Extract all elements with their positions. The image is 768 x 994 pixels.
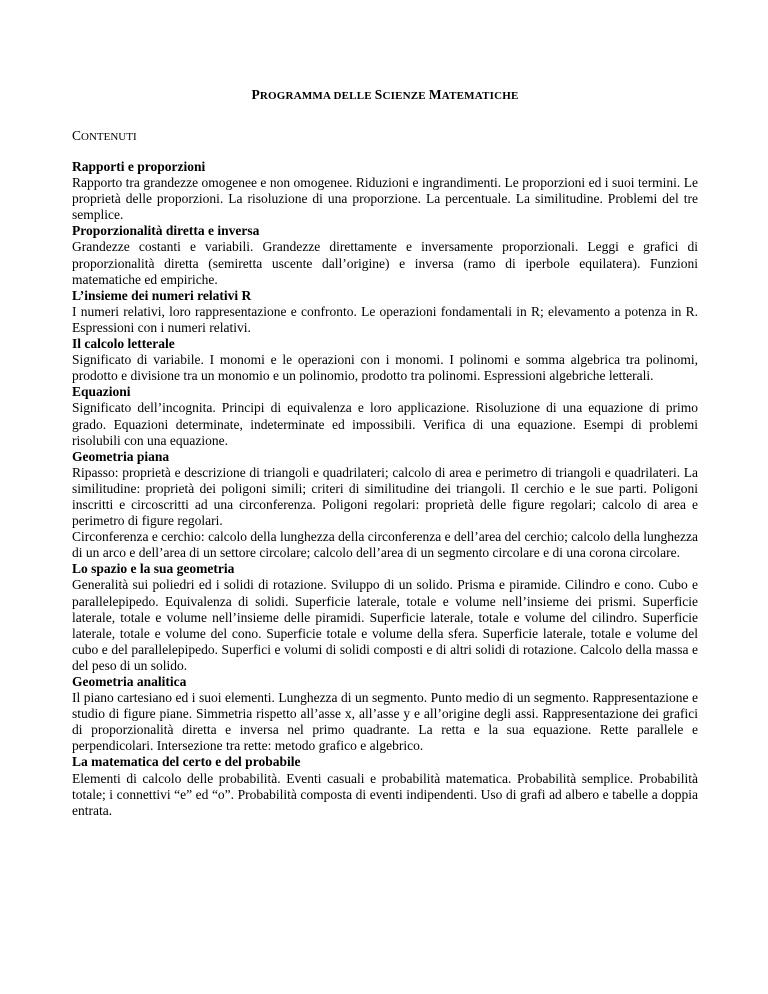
section-heading: La matematica del certo e del probabile <box>72 754 301 770</box>
section-paragraph: Circonferenza e cerchio: calcolo della lunghezza della circonferenza e dell’area del cerchio; calcolo della lunghezza di un arco e dell’area di un settore circolare; calcolo dell’area di un segmento circolare e di una corona circolare. <box>72 529 698 561</box>
contents-label <box>72 129 698 144</box>
section-paragraph: Elementi di calcolo delle probabilità. Eventi casuali e probabilità matematica. Probabilità semplice. Probabilità totale; i connettivi “e” ed “o”. Probabilità composta di eventi indipendenti. Uso di grafi ad albero e tabelle a doppia entrata. <box>72 770 698 818</box>
section-block <box>72 674 698 754</box>
section-paragraph: I numeri relativi, loro rappresentazione e confronto. Le operazioni fondamentali in R; elevamento a potenza in R. Espressioni con i numeri relativi. <box>72 303 698 335</box>
document-page <box>72 88 698 819</box>
section-paragraph: Rapporto tra grandezze omogenee e non omogenee. Riduzioni e ingrandimenti. Le proporzioni ed i suoi termini. Le proprietà delle proporzioni. La risoluzione di una proporzione. La percentuale. La similitudine. Problemi del tre semplice. <box>72 175 698 223</box>
section-heading: Proporzionalità diretta e inversa <box>72 223 260 239</box>
section-heading: Equazioni <box>72 384 131 400</box>
section-heading: Rapporti e proporzioni <box>72 159 206 174</box>
section-heading: Geometria analitica <box>72 674 187 689</box>
section-block <box>72 288 698 336</box>
section-paragraph: Ripasso: proprietà e descrizione di triangoli e quadrilateri; calcolo di area e perimetro di triangoli e quadrilateri. La similitudine: proprietà dei poligoni simili; criteri di similitudine dei triangoli. Il cerchio e le sue parti. Poligoni inscritti e circoscritti ad una circonferenza. Poligoni regolari: proprietà delle figure regolari; calcolo di area e perimetro di figure regolari. <box>72 464 698 529</box>
section-paragraph: Grandezze costanti e variabili. Grandezze direttamente e inversamente proporzionali. Leggi e grafici di proporzionalità diretta (semiretta uscente dall’origine) e inversa (ramo di iperbole equilatera). Funzioni matematiche ed empiriche. <box>72 239 698 287</box>
section-paragraph: Significato di variabile. I monomi e le operazioni con i monomi. I polinomi e somma algebrica tra polinomi, prodotto e divisione tra un monomio e un polinomio, prodotto tra polinomi. Espressioni algebriche letterali. <box>72 352 698 384</box>
section-heading: Lo spazio e la sua geometria <box>72 561 235 577</box>
section-heading: Geometria piana <box>72 448 170 464</box>
section-block <box>72 223 698 287</box>
contents-body <box>72 159 698 819</box>
section-block <box>72 336 698 384</box>
contents-label-text: CONTENUTI <box>72 128 137 143</box>
section-heading: L’insieme dei numeri relativi R <box>72 287 252 303</box>
document-title <box>72 88 698 103</box>
section-paragraph: Il piano cartesiano ed i suoi elementi. Lunghezza di un segmento. Punto medio di un segmento. Rappresentazione e studio di figure piane. Simmetria rispetto all’asse x, all’asse y e all’origine degli assi. Rappresentazione dei grafici di proporzionalità diretta e inversa nel primo quadrante. La retta e la sua equazione. Rette parallele e perpendicolari. Intersezione tra rette: metodo grafico e algebrico. <box>72 690 698 754</box>
section-block <box>72 754 698 818</box>
section-paragraph: Significato dell’incognita. Principi di equivalenza e loro applicazione. Risoluzione di una equazione di primo grado. Equazioni determinate, indeterminate ed impossibili. Verifica di una equazione. Esempi di problemi risolubili con una equazione. <box>72 400 698 448</box>
section-block <box>72 561 698 674</box>
section-block <box>72 159 698 223</box>
section-heading: Il calcolo letterale <box>72 336 175 352</box>
section-block <box>72 384 698 448</box>
section-block <box>72 449 698 562</box>
document-title-text: PROGRAMMA DELLE SCIENZE MATEMATICHE <box>251 87 519 102</box>
section-paragraph: Generalità sui poliedri ed i solidi di rotazione. Sviluppo di un solido. Prisma e piramide. Cilindro e cono. Cubo e parallelepipedo. Equivalenza di solidi. Superficie laterale, totale e volume nell’insieme dei prismi. Superficie laterale, totale e volume nell’insieme delle piramidi. Superficie laterale, totale e volume del cilindro. Superficie laterale, totale e volume del cono. Superficie totale e volume della sfera. Superficie laterale, totale e volume del cubo e del parallelepipedo. Superfici e volumi di solidi composti e di altri solidi di rotazione. Calcolo della massa e del peso di un solido. <box>72 577 698 673</box>
